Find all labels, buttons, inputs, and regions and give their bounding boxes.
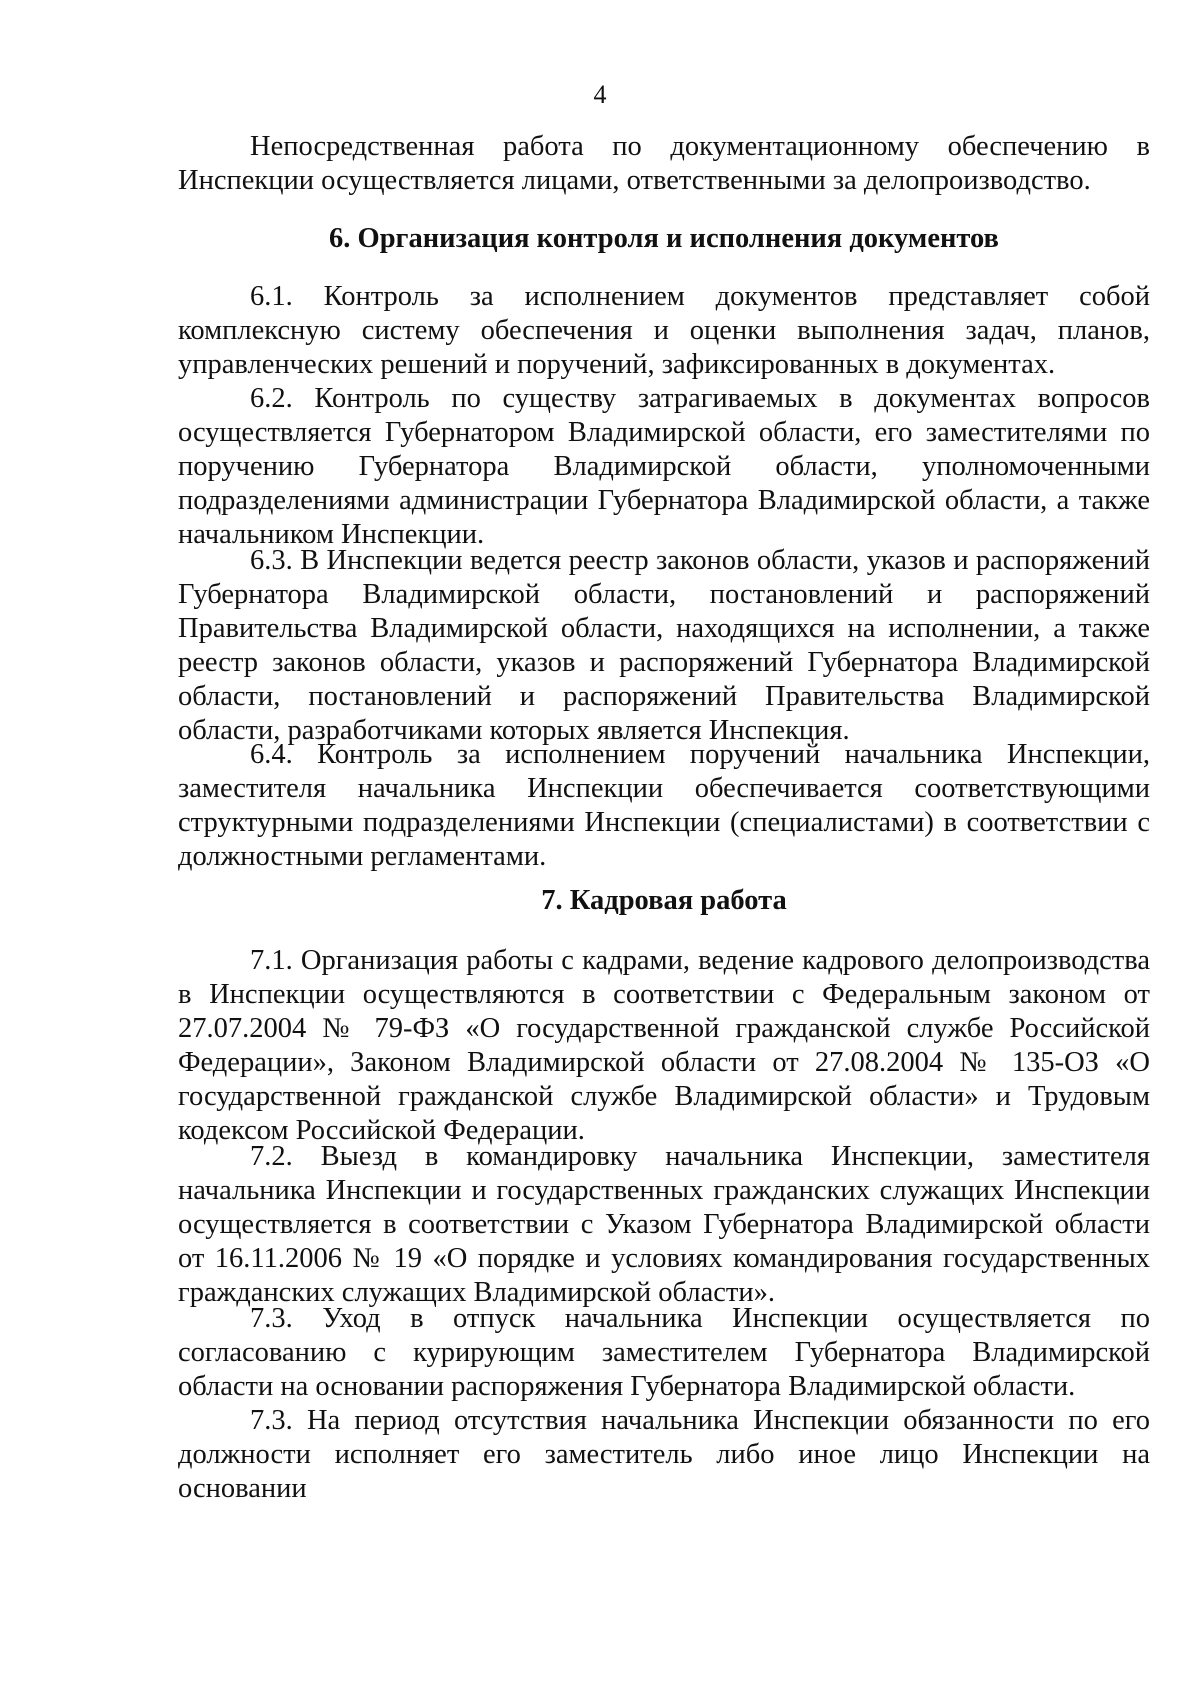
paragraph-6-4-block: [178, 738, 1150, 874]
paragraph-7-3b-block: [178, 1404, 1150, 1506]
paragraph-7-2-block: [178, 1140, 1150, 1310]
paragraph-6-4: 6.4. Контроль за исполнением поручений начальника Инспекции, заместителя начальника Инспекции обеспечивается соответствующими структурными подразделениями Инспекции (специалистами) в соответствии с должностными регламентами.: [178, 739, 1150, 872]
intro-paragraph: [178, 130, 1150, 198]
paragraph-7-1: 7.1. Организация работы с кадрами, ведение кадрового делопроизводства в Инспекции осуществляются в соответствии с Федеральным законом от 27.07.2004 № 79-ФЗ «О государственной гражданской службе Российской Федерации», Законом Владимирской области от 27.08.2004 № 135-ОЗ «О государственной гражданской службе Владимирской области» и Трудовым кодексом Российской Федерации.: [178, 945, 1150, 1146]
paragraph-7-3: 7.3. Уход в отпуск начальника Инспекции осуществляется по согласованию с курирующим заместителем Губернатора Владимирской области на основании распоряжения Губернатора Владимирской области.: [178, 1303, 1150, 1402]
paragraph-6-3: 6.3. В Инспекции ведется реестр законов области, указов и распоряжений Губернатора Владимирской области, постановлений и распоряжений Правительства Владимирской области, находящихся на исполнении, а также реестр законов области, указов и распоряжений Губернатора Владимирской области, постановлений и распоряжений Правительства Владимирской области, разработчиками которых является Инспекция.: [178, 545, 1150, 746]
paragraph-6-2: 6.2. Контроль по существу затрагиваемых в документах вопросов осуществляется Губернатором Владимирской области, его заместителями по поручению Губернатора Владимирской области, уполномоченными подразделениями администрации Губернатора Владимирской области, а также начальником Инспекции.: [178, 383, 1150, 550]
section-6-heading: 6. Организация контроля и исполнения документов: [329, 223, 999, 254]
section-7-heading: 7. Кадровая работа: [541, 885, 787, 916]
paragraph-intro: Непосредственная работа по документационному обеспечению в Инспекции осуществляется лицами, ответственными за делопроизводство.: [178, 131, 1150, 196]
paragraph-6-1-block: [178, 280, 1150, 382]
paragraph-6-3-block: [178, 544, 1150, 748]
paragraph-7-1-block: [178, 944, 1150, 1148]
paragraph-7-3-block: [178, 1302, 1150, 1404]
paragraph-7-3b: 7.3. На период отсутствия начальника Инспекции обязанности по его должности исполняет его заместитель либо иное лицо Инспекции на основании: [178, 1405, 1150, 1504]
paragraph-6-2-block: [178, 382, 1150, 552]
page-number: 4: [593, 80, 607, 109]
paragraph-7-2: 7.2. Выезд в командировку начальника Инспекции, заместителя начальника Инспекции и государственных гражданских служащих Инспекции осуществляется в соответствии с Указом Губернатора Владимирской области от 16.11.2006 № 19 «О порядке и условиях командирования государственных гражданских служащих Владимирской области».: [178, 1141, 1150, 1308]
paragraph-6-1: 6.1. Контроль за исполнением документов представляет собой комплексную систему обеспечения и оценки выполнения задач, планов, управленческих решений и поручений, зафиксированных в документах.: [178, 281, 1150, 380]
